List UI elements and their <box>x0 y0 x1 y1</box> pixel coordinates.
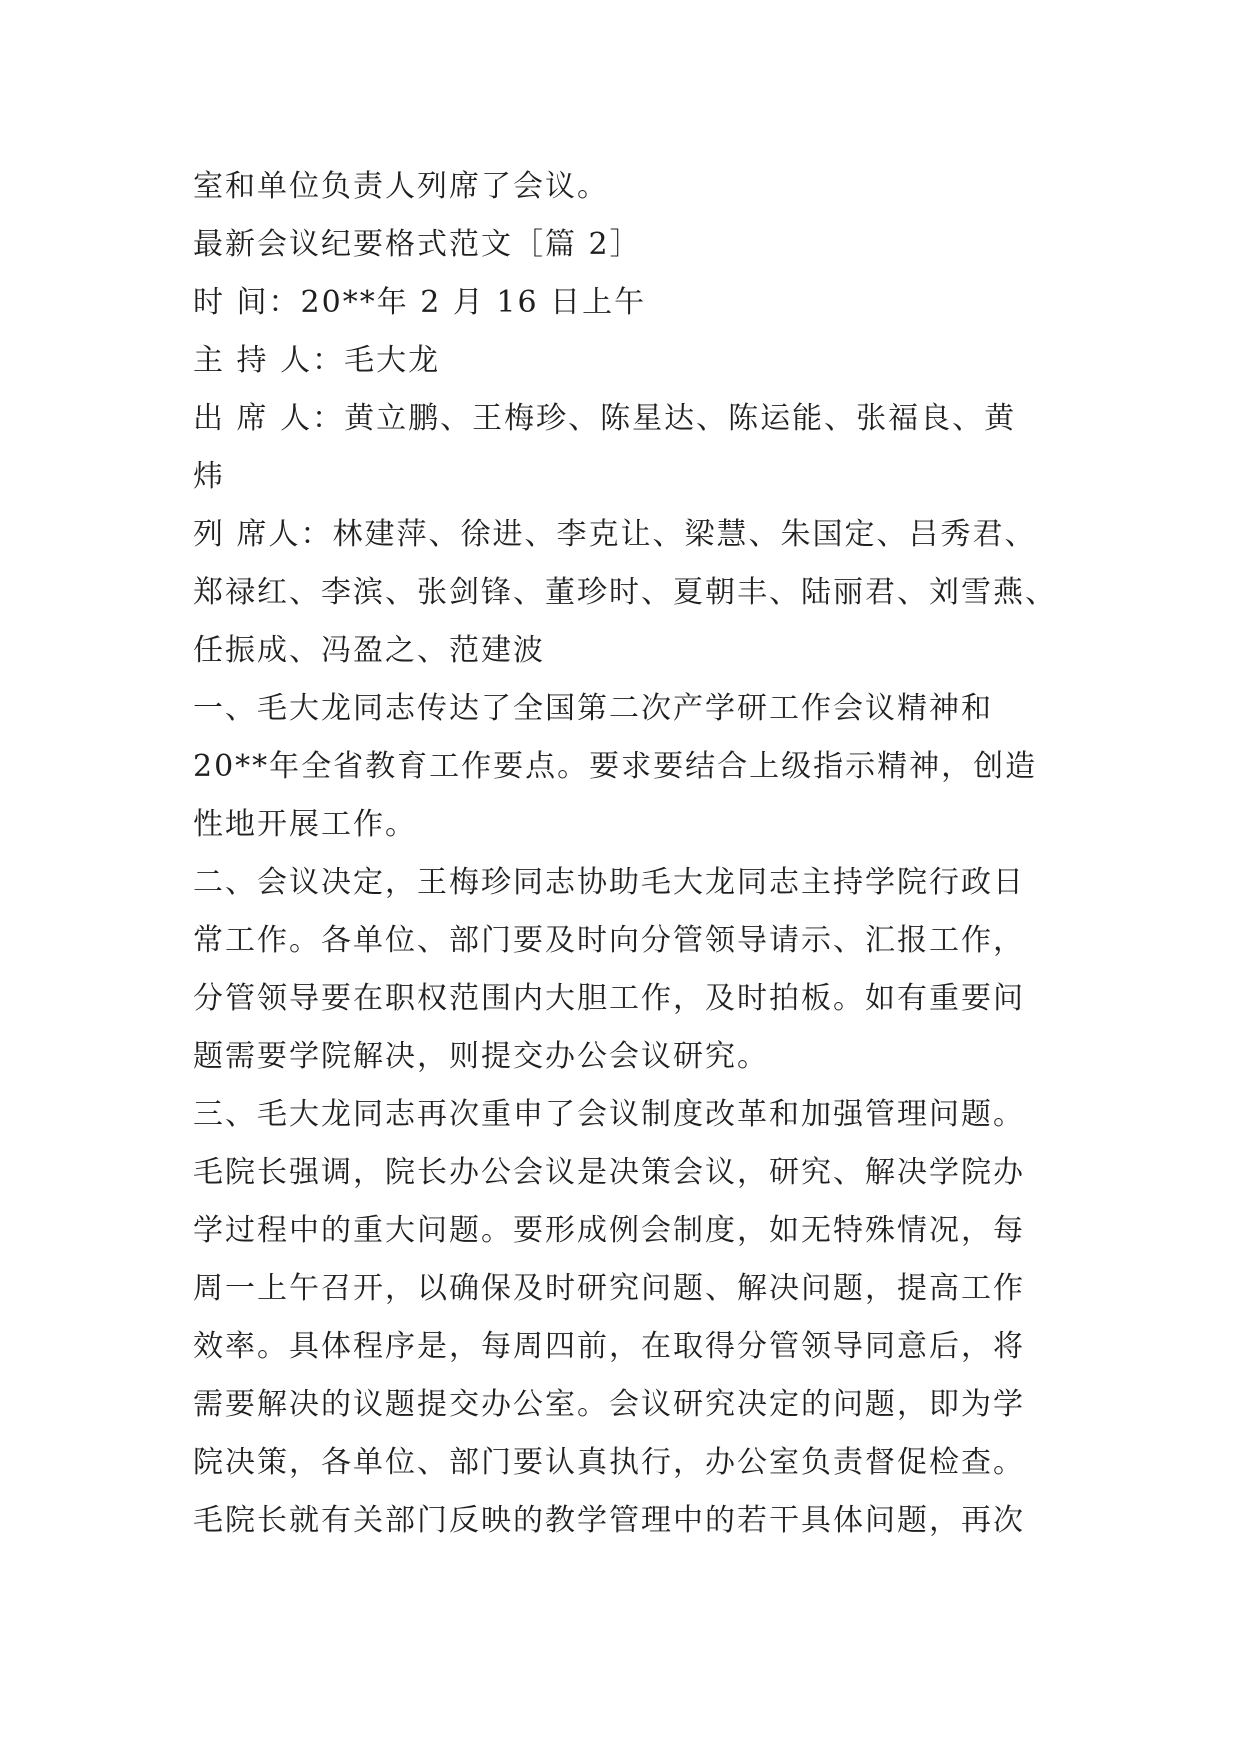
attendees-line: 出 席 人：黄立鹏、王梅珍、陈星达、陈运能、张福良、黄 <box>193 401 1017 436</box>
paragraph-line: 三、毛大龙同志再次重申了会议制度改革和加强管理问题。 <box>193 1097 1025 1132</box>
observers-line: 任振成、冯盈之、范建波 <box>193 633 545 668</box>
paragraph-line: 性地开展工作。 <box>193 807 417 842</box>
meeting-time: 时 间：20**年 2 月 16 日上午 <box>193 285 647 320</box>
paragraph-line: 毛院长强调，院长办公会议是决策会议，研究、解决学院办 <box>193 1155 1025 1190</box>
section-heading: 最新会议纪要格式范文［篇 2］ <box>193 227 642 262</box>
observers-line: 郑禄红、李滨、张剑锋、董珍时、夏朝丰、陆丽君、刘雪燕、 <box>193 575 1057 610</box>
paragraph-line: 20**年全省教育工作要点。要求要结合上级指示精神，创造 <box>193 749 1038 784</box>
paragraph-line: 学过程中的重大问题。要形成例会制度，如无特殊情况，每 <box>193 1213 1025 1248</box>
paragraph-line: 常工作。各单位、部门要及时向分管领导请示、汇报工作， <box>193 923 1025 958</box>
paragraph-line: 需要解决的议题提交办公室。会议研究决定的问题，即为学 <box>193 1387 1025 1422</box>
attendees-line: 炜 <box>193 459 225 494</box>
paragraph-line: 题需要学院解决，则提交办公会议研究。 <box>193 1039 769 1074</box>
paragraph-line: 二、会议决定，王梅珍同志协助毛大龙同志主持学院行政日 <box>193 865 1025 900</box>
paragraph-line: 院决策，各单位、部门要认真执行，办公室负责督促检查。 <box>193 1445 1025 1480</box>
paragraph-line: 周一上午召开，以确保及时研究问题、解决问题，提高工作 <box>193 1271 1025 1306</box>
paragraph-line: 毛院长就有关部门反映的教学管理中的若干具体问题，再次 <box>193 1503 1025 1538</box>
observers-line: 列 席人：林建萍、徐进、李克让、梁慧、朱国定、吕秀君、 <box>193 517 1037 552</box>
text-line: 室和单位负责人列席了会议。 <box>193 169 609 204</box>
paragraph-line: 效率。具体程序是，每周四前，在取得分管领导同意后，将 <box>193 1329 1025 1364</box>
paragraph-line: 分管领导要在职权范围内大胆工作，及时拍板。如有重要问 <box>193 981 1025 1016</box>
meeting-host: 主 持 人：毛大龙 <box>193 343 441 378</box>
paragraph-line: 一、毛大龙同志传达了全国第二次产学研工作会议精神和 <box>193 691 993 726</box>
document-body <box>193 158 1093 1550</box>
